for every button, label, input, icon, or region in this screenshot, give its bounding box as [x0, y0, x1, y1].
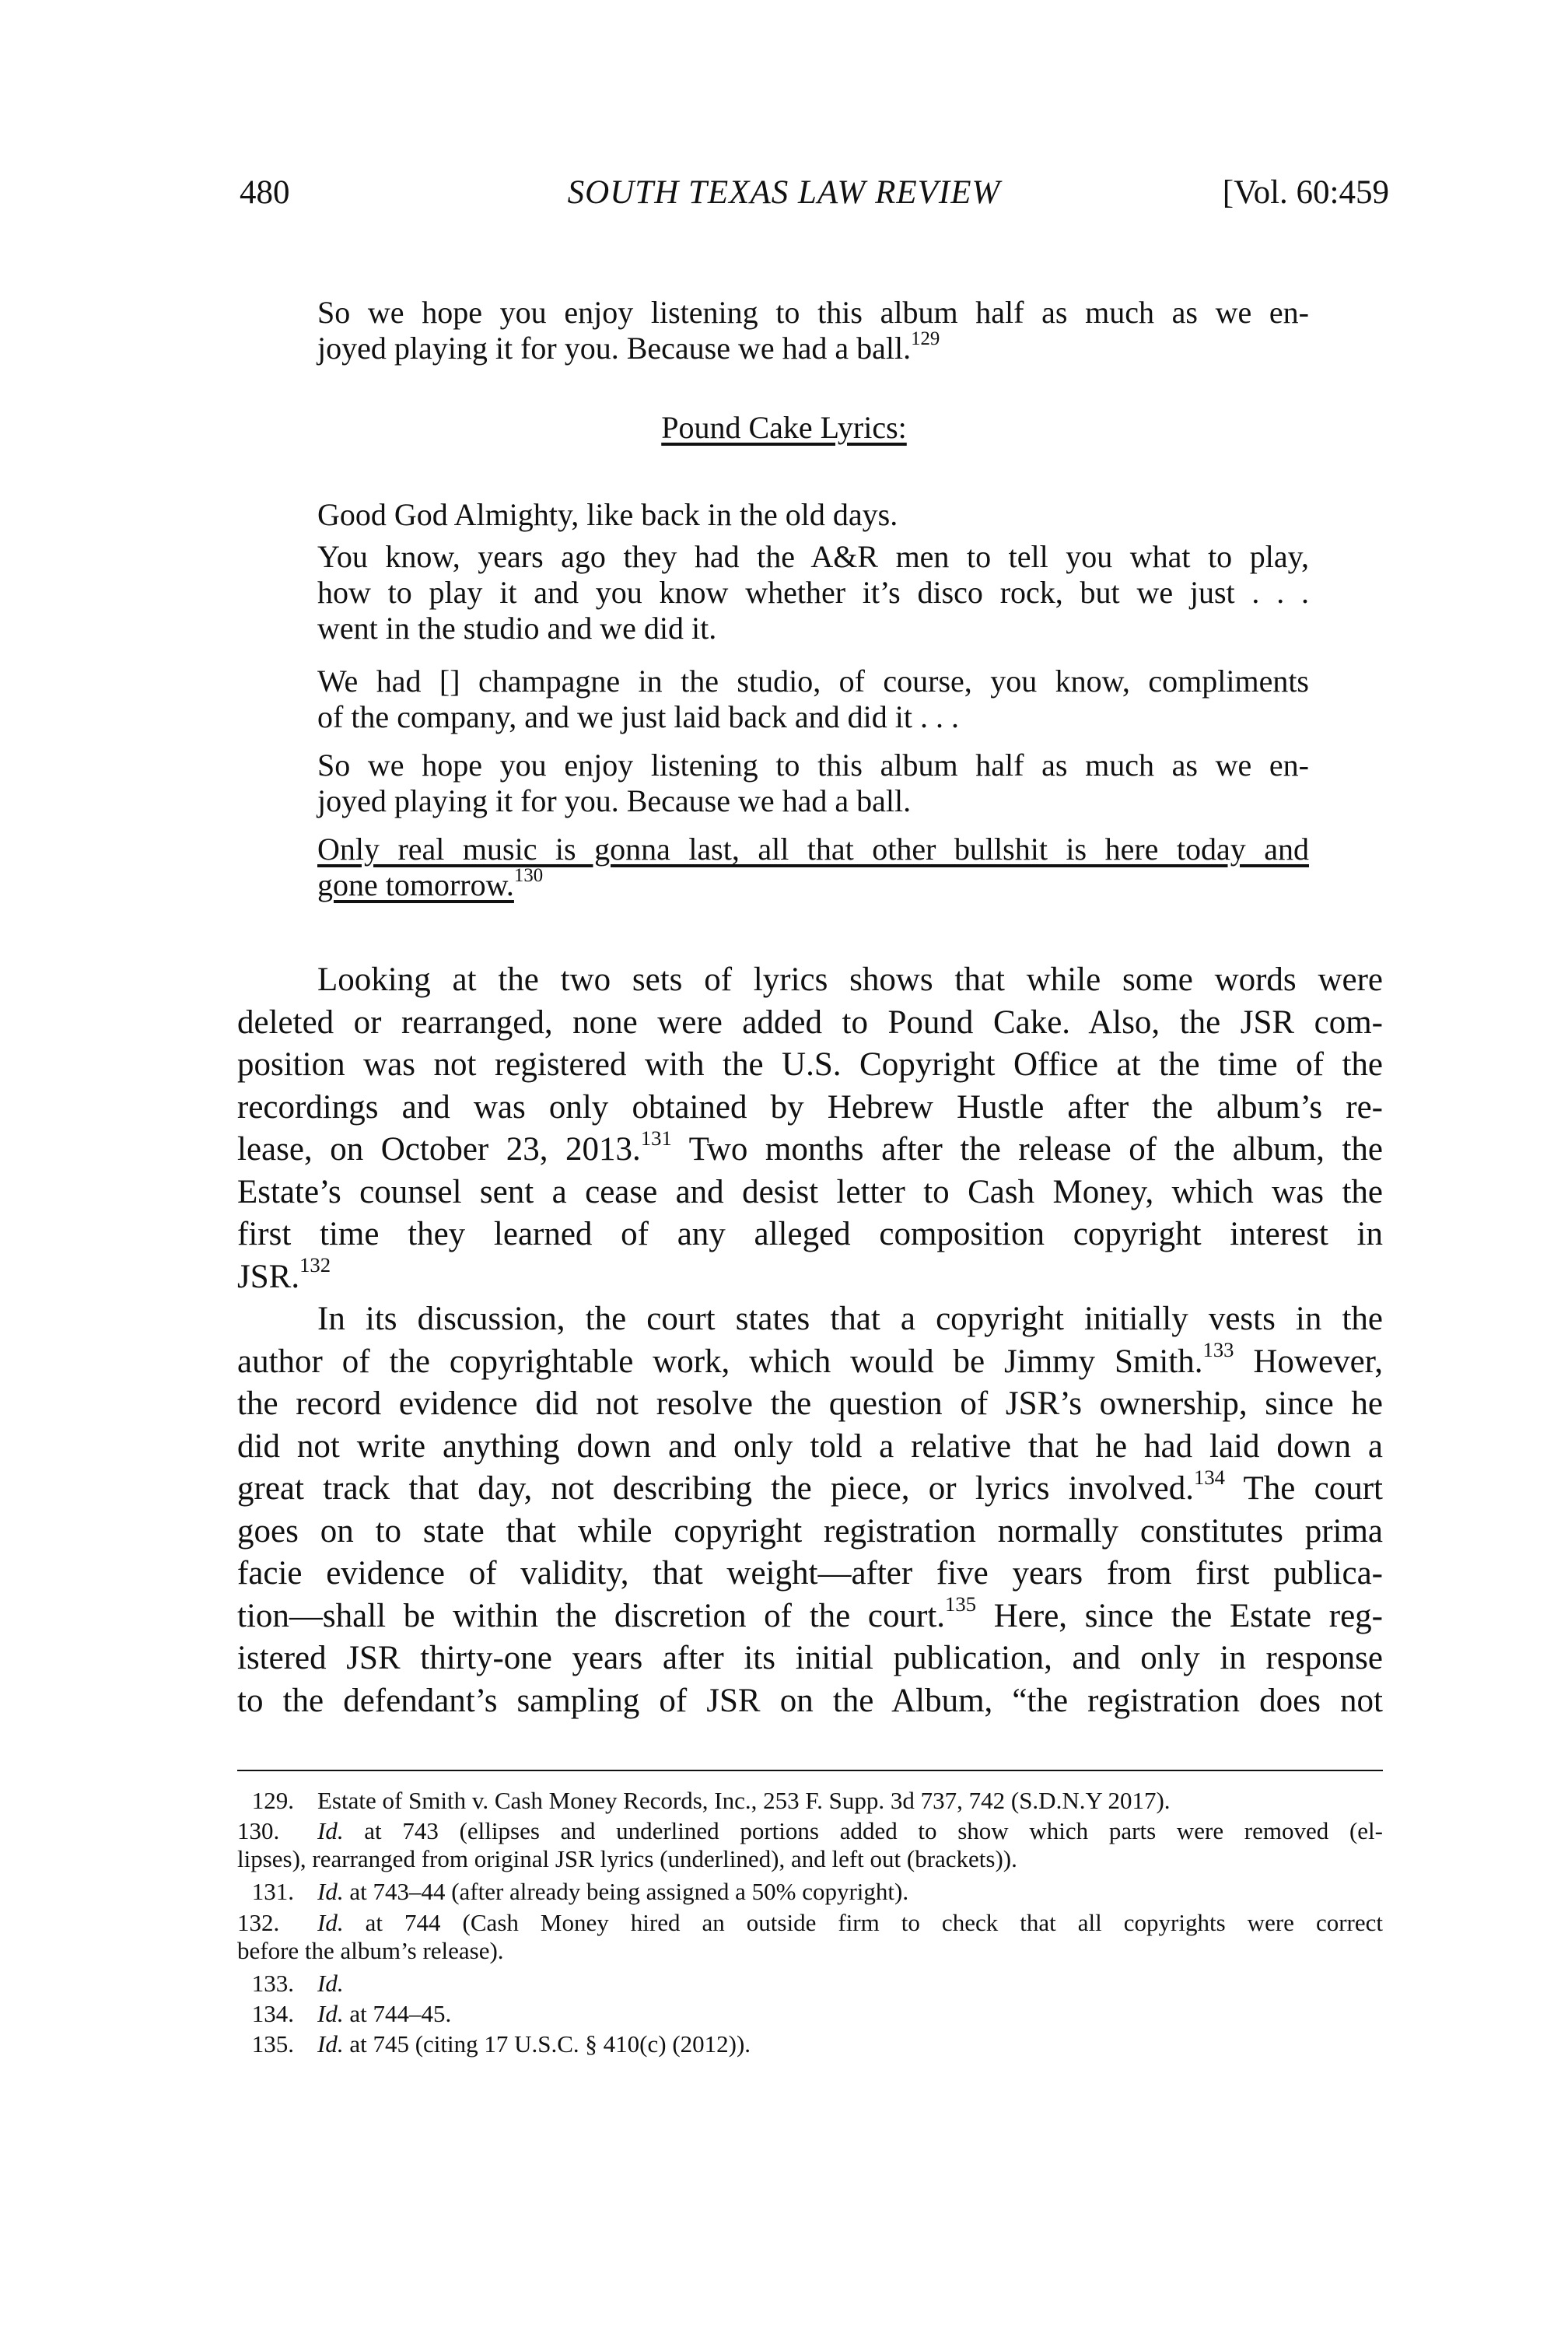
text-line: lease, on October 23, 2013.$^{131}$ Two months after the release of the album, the	[237, 1126, 1383, 1168]
text-line: did not write anything down and only told a relative that he had laid down a	[237, 1427, 1383, 1465]
text-line: the record evidence did not resolve the question of JSR’s ownership, since he	[237, 1385, 1383, 1422]
lyrics-line: You know, years ago they had the A&R men to tell you what to play,	[317, 539, 1309, 574]
footnote-ref: 131	[640, 1126, 672, 1150]
footnote-ref: 135	[945, 1592, 977, 1616]
footnote-133: 133. Id.	[251, 1970, 344, 1997]
footnote-131: 131. Id. at 743–44 (after already being assigned a 50% copyright).	[251, 1878, 909, 1905]
body-paragraph	[237, 959, 1383, 1298]
text-line: recordings and was only obtained by Hebrew Hustle after the album’s re-	[237, 1088, 1383, 1126]
text-line: tion—shall be within the discretion of the court.$^{135}$ Here, since the Estate reg-	[237, 1592, 1384, 1634]
footnote-129: 129. Estate of Smith v. Cash Money Records, Inc., 253 F. Supp. 3d 737, 742 (S.D.N.Y 2017).	[251, 1787, 1171, 1814]
lyrics-line: So we hope you enjoy listening to this album half as much as we en-	[317, 748, 1309, 783]
text-line: great track that day, not describing the piece, or lyrics involved.$^{134}$ The court	[237, 1465, 1383, 1507]
footnote-ref: 134	[1193, 1465, 1225, 1489]
lyrics-line: Good God Almighty, like back in the old days.	[317, 497, 898, 532]
text-line: Estate’s counsel sent a cease and desist letter to Cash Money, which was the	[237, 1173, 1383, 1210]
lyrics-line: joyed playing it for you. Because we had a ball.	[317, 783, 912, 818]
footnote-132: 132. Id. at 744 (Cash Money hired an outside firm to check that all copyrights were correct before the album’s release).	[237, 1909, 1383, 1964]
volume-citation: [Vol. 60:459	[1222, 174, 1389, 211]
text-line: facie evidence of validity, that weight—after five years from first publica-	[237, 1555, 1383, 1592]
text-line: position was not registered with the U.S. Copyright Office at the time of the	[237, 1046, 1383, 1083]
footnote-135: 135. Id. at 745 (citing 17 U.S.C. § 410(c) (2012)).	[251, 2030, 751, 2058]
text-line: Looking at the two sets of lyrics shows that while some words were	[317, 961, 1383, 998]
lyrics-heading: Pound Cake Lyrics:	[661, 410, 907, 445]
footnote-ref: 132	[299, 1253, 331, 1277]
lyrics-line: We had [] champagne in the studio, of course, you know, compliments	[317, 664, 1309, 699]
quote-line: joyed playing it for you. Because we had a ball.	[317, 331, 912, 366]
lyrics-stanza	[317, 664, 1309, 735]
text-line: to the defendant’s sampling of JSR on the Album, “the registration does not	[237, 1682, 1383, 1719]
lyrics-line: went in the studio and we did it.	[317, 611, 717, 646]
footnote-divider	[237, 1770, 1383, 1771]
text-line: istered JSR thirty-one years after its initial publication, and only in response	[237, 1640, 1383, 1676]
block-quote-original	[317, 295, 1309, 366]
footnote-ref: 130	[513, 864, 544, 886]
text-line: JSR.$^{132}$	[237, 1253, 331, 1295]
lyrics-line: Only real music is gonna last, all that other bullshit is here today and	[317, 832, 1309, 867]
lyrics-line: how to play it and you know whether it’s disco rock, but we just . . .	[317, 575, 1309, 610]
quote-line: So we hope you enjoy listening to this album half as much as we en-	[317, 295, 1309, 330]
lyrics-stanza	[317, 748, 1309, 819]
page-number: 480	[240, 174, 290, 211]
text-line: goes on to state that while copyright registration normally constitutes prima	[237, 1512, 1383, 1550]
footnote-134: 134. Id. at 744–45.	[251, 2000, 452, 2027]
footnote-ref: 133	[1202, 1338, 1234, 1362]
text-line: author of the copyrightable work, which would be Jimmy Smith.$^{133}$ However,	[237, 1338, 1383, 1380]
lyrics-line: gone tomorrow.	[317, 867, 514, 902]
body-paragraph	[237, 1298, 1383, 1722]
footnote-ref: 129	[911, 327, 940, 349]
lyrics-stanza	[317, 539, 1309, 646]
lyrics-stanza-underlined	[317, 832, 1309, 903]
text-line: In its discussion, the court states that a copyright initially vests in the	[317, 1301, 1383, 1337]
text-line: first time they learned of any alleged composition copyright interest in	[237, 1216, 1383, 1252]
footnote-130: 130. Id. at 743 (ellipses and underlined portions added to show which parts were removed (el- lipses), rearranged from original JSR lyrics (underlined), and left out (brackets)).	[237, 1817, 1383, 1872]
journal-title: SOUTH TEXAS LAW REVIEW	[567, 174, 1001, 211]
text-line: deleted or rearranged, none were added to Pound Cake. Also, the JSR com-	[237, 1003, 1383, 1041]
lyrics-line: of the company, and we just laid back and did it . . .	[317, 699, 959, 734]
